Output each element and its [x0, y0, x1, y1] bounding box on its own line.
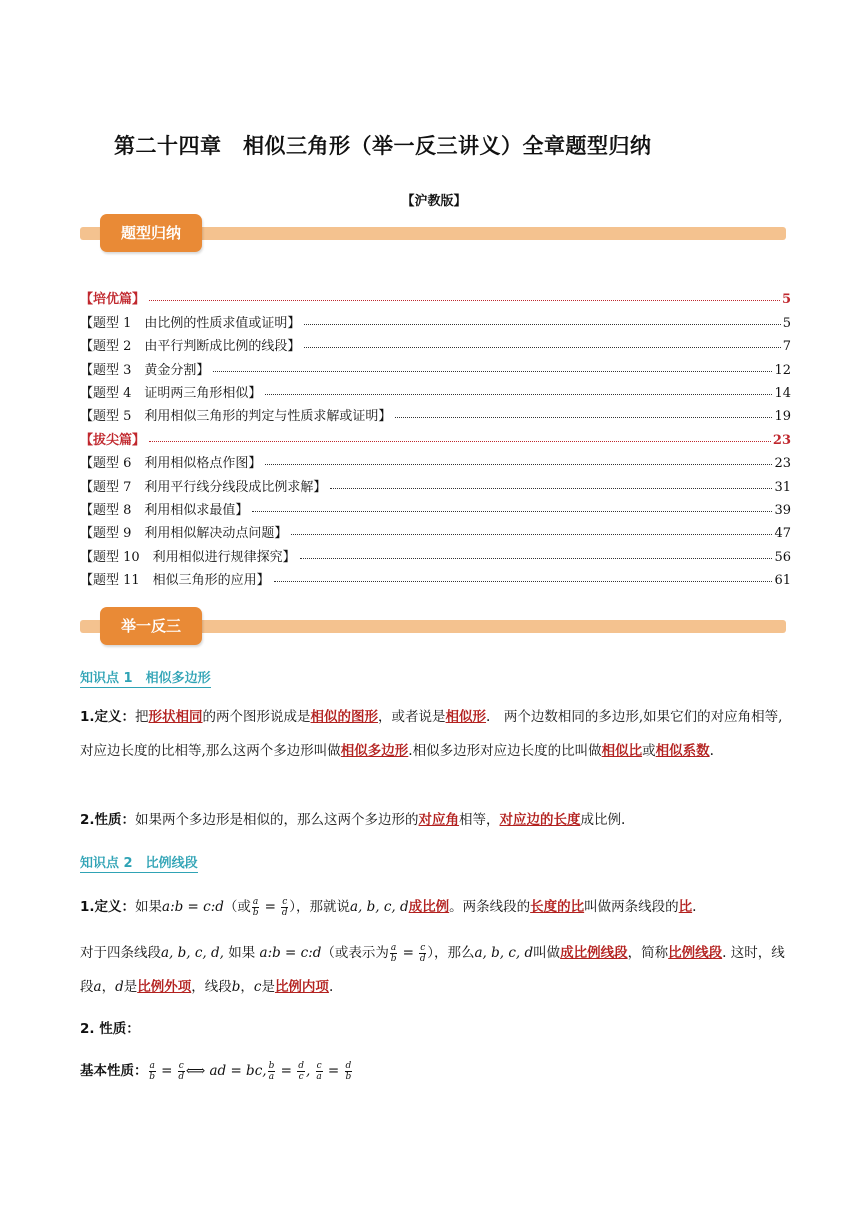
- toc-entry[interactable]: [80, 541, 791, 564]
- toc-page-number: 14: [774, 385, 791, 401]
- highlight-term: 对应边的长度: [499, 812, 581, 828]
- toc-entry[interactable]: [80, 401, 791, 424]
- toc-entry[interactable]: [80, 448, 791, 471]
- knowledge-point-1-heading: 知识点 1 相似多边形: [80, 667, 211, 688]
- text: 把: [135, 709, 149, 725]
- text: 成比例.: [580, 812, 626, 828]
- fraction-a-b: $\frac{a}{b}$: [390, 943, 397, 964]
- toc-entry-title: 【题型 4 证明两三角形相似】: [80, 385, 262, 401]
- toc-entry-title: 【题型 8 利用相似求最值】: [80, 502, 249, 518]
- text: 如果: [135, 899, 163, 915]
- toc-page-number: 39: [774, 502, 791, 518]
- knowledge-point-2-heading: 知识点 2 比例线段: [80, 852, 198, 873]
- highlight-term: 形状相同: [148, 709, 203, 725]
- text: 对于四条线段: [80, 945, 161, 961]
- text: ），那就说: [289, 899, 350, 915]
- highlight-term: 相似多边形: [340, 743, 409, 759]
- toc-page-number: 5: [782, 315, 791, 331]
- toc-entry[interactable]: [80, 471, 791, 494]
- toc-entry[interactable]: [80, 331, 791, 354]
- text: 的两个图形说成是: [202, 709, 311, 725]
- highlight-term: 比例线段: [668, 945, 723, 961]
- highlight-term: 相似形: [445, 709, 487, 725]
- toc-page-number: 23: [772, 432, 791, 448]
- toc-page-number: 7: [782, 339, 791, 355]
- toc-entry-title: 【题型 3 黄金分割】: [80, 362, 210, 378]
- text: 叫做: [533, 945, 561, 961]
- highlight-term: 成比例线段: [560, 945, 628, 961]
- toc-page-number: 19: [774, 409, 791, 425]
- definition-label: 1.定义：: [80, 899, 136, 915]
- fraction-c-d: $\frac{c}{d}$: [419, 943, 426, 964]
- kp2-property-heading: [80, 1012, 792, 1046]
- toc-entry-title: 【培优篇】: [80, 292, 146, 308]
- highlight-term: 相似系数: [655, 743, 710, 759]
- text: ，: [101, 979, 116, 995]
- toc-leader-dots: [149, 441, 771, 442]
- text: 叫做两条线段的: [584, 899, 679, 915]
- text: ，或者说是: [378, 709, 446, 725]
- toc-leader-dots: [291, 534, 772, 535]
- text: （或: [223, 899, 251, 915]
- fraction-c-a: $\frac{c}{a}$: [316, 1061, 322, 1082]
- toc-entry-title: 【题型 10 利用相似进行规律探究】: [80, 549, 296, 565]
- toc-page-number: 56: [774, 549, 791, 565]
- highlight-term: 相似比: [601, 743, 643, 759]
- fraction-a-b: $\frac{a}{b}$: [149, 1061, 156, 1082]
- text: . 这时，线段: [80, 945, 785, 995]
- highlight-term: 比例外项: [137, 979, 192, 995]
- fraction-d-c: $\frac{d}{c}$: [298, 1061, 304, 1082]
- math: a:b = c:d: [259, 945, 322, 961]
- toc-entry-title: 【题型 5 利用相似三角形的判定与性质求解或证明】: [80, 409, 392, 425]
- text: .: [709, 743, 714, 759]
- toc-page-number: 31: [774, 479, 791, 495]
- highlight-term: 比例内项: [274, 979, 329, 995]
- table-of-contents: [80, 284, 791, 588]
- property-label: 2. 性质：: [80, 1021, 140, 1037]
- toc-entry-title: 【题型 2 由平行判断成比例的线段】: [80, 339, 301, 355]
- text: 如果两个多边形是相似的，那么这两个多边形的: [135, 812, 419, 828]
- toc-entry[interactable]: [80, 354, 791, 377]
- toc-page-number: 5: [781, 292, 791, 308]
- toc-entry-title: 【题型 9 利用相似解决动点问题】: [80, 526, 288, 542]
- property-label: 2.性质：: [80, 812, 136, 828]
- toc-entry[interactable]: [80, 378, 791, 401]
- math: a, b, c, d,: [161, 945, 224, 961]
- toc-leader-dots: [300, 558, 773, 559]
- highlight-term: 相似的图形: [310, 709, 379, 725]
- math: a: [93, 979, 102, 995]
- math: a, b, c, d: [350, 899, 409, 915]
- text: 相等，: [459, 812, 500, 828]
- text: ），那么: [427, 945, 475, 961]
- math: a:b = c:d: [162, 899, 224, 915]
- kp2-proportional-segments: 对于四条线段a, b, c, d, 如果 a:b = c:d（或表示为 $\frac{a}{b}$ = $\frac{c}{d}$ ），那么a, b, c, d叫做成比例线段，简称比例线段. 这时，线段a，d是比例外项，线段b，c是比例内项.: [80, 943, 785, 995]
- toc-leader-dots: [265, 464, 772, 465]
- text: 是: [261, 979, 275, 995]
- kp1-property: [80, 803, 792, 837]
- math: d: [115, 979, 124, 995]
- toc-page-number: 12: [774, 362, 791, 378]
- toc-entry-title: 【题型 1 由比例的性质求值或证明】: [80, 315, 301, 331]
- toc-page-number: 47: [774, 526, 791, 542]
- toc-entry[interactable]: [80, 424, 791, 447]
- highlight-term: 对应角: [418, 812, 460, 828]
- highlight-term: 长度的比: [530, 899, 585, 915]
- toc-leader-dots: [395, 417, 772, 418]
- text: ，简称: [627, 945, 669, 961]
- toc-entry-title: 【题型 6 利用相似格点作图】: [80, 456, 262, 472]
- banner-label: 举一反三: [100, 607, 202, 645]
- fraction-b-a: $\frac{b}{a}$: [268, 1061, 275, 1082]
- toc-entry[interactable]: [80, 307, 791, 330]
- toc-entry[interactable]: [80, 495, 791, 518]
- text: 。两条线段的: [449, 899, 531, 915]
- basic-property-label: 基本性质：: [80, 1063, 148, 1079]
- section-banner-types: [80, 214, 786, 254]
- kp1-definition: [80, 700, 792, 768]
- highlight-term: 比: [678, 899, 693, 915]
- toc-page-number: 23: [774, 456, 791, 472]
- text: ，线段: [191, 979, 232, 995]
- toc-entry-title: 【题型 7 利用平行线分线段成比例求解】: [80, 479, 327, 495]
- math: a, b, c, d: [474, 945, 534, 961]
- math: c: [253, 979, 262, 995]
- text: 是: [123, 979, 138, 995]
- section-banner-examples: [80, 607, 786, 647]
- text: 如果: [223, 945, 260, 961]
- kp2-basic-property: 基本性质： $\frac{a}{b}$ = $\frac{c}{d}$ ⟺ ad = bc, $\frac{b}{a}$ = $\frac{d}{c}$ , $\frac{c}{a}$ = $\frac{d}{b}$: [80, 1061, 352, 1082]
- math: ⟺ ad = bc,: [185, 1063, 267, 1079]
- toc-leader-dots: [213, 371, 772, 372]
- edition-label: 【沪教版】: [401, 194, 467, 209]
- text: .相似多边形对应边长度的比叫做: [408, 743, 602, 759]
- toc-leader-dots: [252, 511, 772, 512]
- fraction-c-d: $\frac{c}{d}$: [281, 897, 288, 918]
- toc-entry[interactable]: [80, 284, 791, 307]
- toc-entry[interactable]: [80, 565, 791, 588]
- banner-label: 题型归纳: [100, 214, 202, 252]
- toc-entry[interactable]: [80, 518, 791, 541]
- text: 或: [642, 743, 656, 759]
- highlight-term: 成比例: [408, 899, 450, 915]
- toc-leader-dots: [304, 324, 780, 325]
- fraction-a-b: $\frac{a}{b}$: [252, 897, 259, 918]
- toc-page-number: 61: [774, 573, 791, 589]
- text: .: [328, 979, 334, 995]
- kp2-definition: 1.定义：如果a:b = c:d（或 $\frac{a}{b}$ = $\frac{c}{d}$ ），那就说a, b, c, d成比例。两条线段的长度的比叫做两条线段的比.: [80, 897, 697, 918]
- toc-leader-dots: [149, 300, 780, 301]
- toc-leader-dots: [265, 394, 772, 395]
- toc-leader-dots: [274, 581, 773, 582]
- definition-label: 1.定义：: [80, 709, 136, 725]
- text: . 两个边数相同的多边形,如果它们的对应角相等,对应边长度的比相等,那么这两个多边形叫做: [80, 709, 783, 759]
- toc-leader-dots: [330, 488, 772, 489]
- toc-leader-dots: [304, 347, 780, 348]
- fraction-c-d: $\frac{c}{d}$: [178, 1061, 185, 1082]
- math: b: [231, 979, 241, 995]
- page-title: 第二十四章 相似三角形（举一反三讲义）全章题型归纳: [114, 134, 652, 158]
- text: .: [692, 899, 697, 915]
- toc-entry-title: 【拔尖篇】: [80, 432, 146, 448]
- toc-entry-title: 【题型 11 相似三角形的应用】: [80, 573, 270, 589]
- text: ，: [240, 979, 254, 995]
- text: （或表示为: [321, 945, 389, 961]
- fraction-d-b: $\frac{d}{b}$: [345, 1061, 352, 1082]
